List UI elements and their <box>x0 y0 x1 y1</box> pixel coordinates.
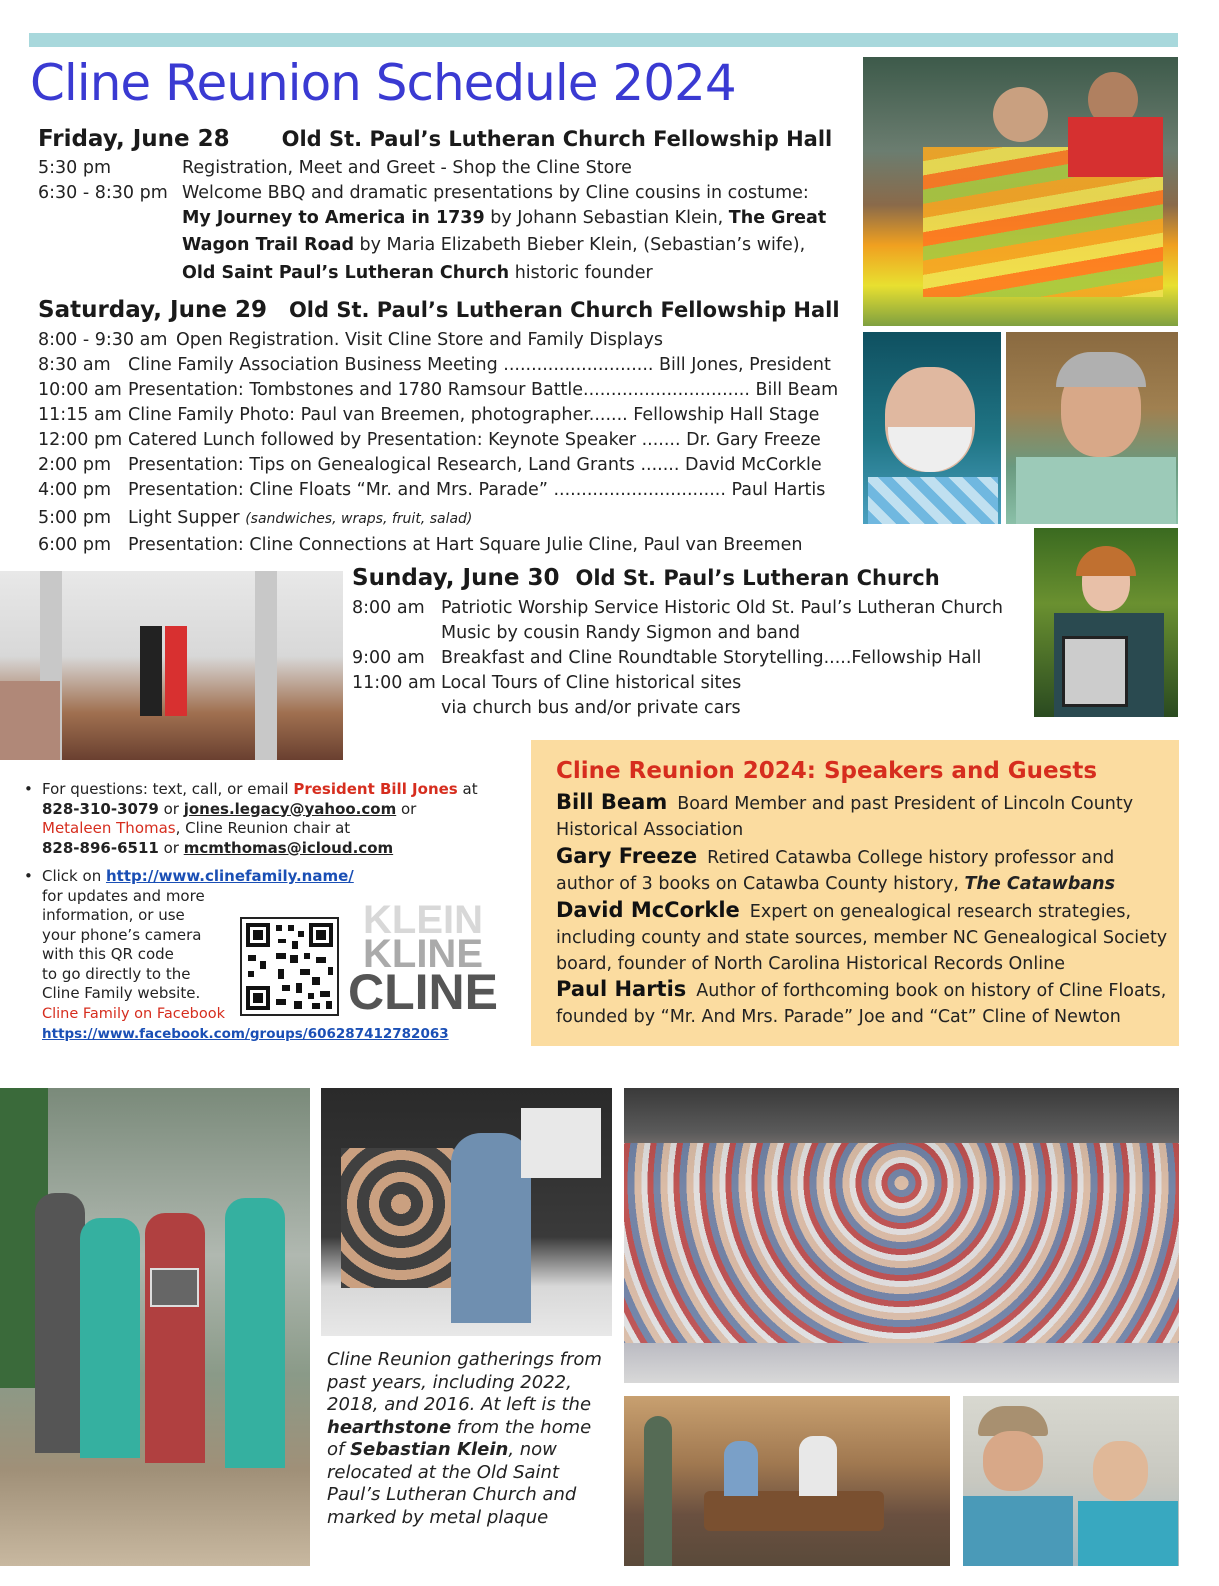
time: 5:00 pm <box>38 508 112 528</box>
event: Presentation: Tips on Genealogical Research, Land Grants ....... David McCorkle <box>128 455 822 475</box>
time: 12:00 pm <box>38 430 123 450</box>
photo-caption <box>327 1349 607 1529</box>
friday-row <box>38 158 632 178</box>
friday-row <box>38 183 809 203</box>
title: Old Saint Paul’s Lutheran Church <box>182 263 510 283</box>
caption-emphasis: Sebastian Klein <box>350 1439 509 1460</box>
event: Cline Family Photo: Paul van Breemen, photographer....... Fellowship Hall Stage <box>128 405 820 425</box>
text: by Johann Sebastian Klein, <box>484 208 729 228</box>
sunday-venue: Old St. Paul’s Lutheran Church <box>575 566 940 590</box>
time: 11:00 am <box>352 673 436 693</box>
sunday-row <box>352 648 981 668</box>
friday-venue: Old St. Paul’s Lutheran Church Fellowship Hall <box>281 127 833 151</box>
title: My Journey to America in 1739 <box>182 208 485 228</box>
speaker-bio: Expert on genealogical research strategies, including county and state sources, member NC Genealogical Society board, founder of North Carolina Historical Records Online <box>556 902 1168 974</box>
logo-text-cline: CLINE <box>348 964 498 1013</box>
caption-emphasis: hearthstone <box>327 1416 452 1438</box>
reunion-group-photo <box>624 1088 1179 1383</box>
caption-text: from the home of <box>327 1416 592 1460</box>
qr-code-icon[interactable] <box>240 917 339 1016</box>
event: via church bus and/or private cars <box>441 698 741 718</box>
time: 9:00 am <box>352 648 425 668</box>
email-link[interactable]: jones.legacy@yahoo.com <box>183 799 397 818</box>
sunday-day: Sunday, June 30 <box>352 565 560 591</box>
saturday-row <box>38 535 802 555</box>
sunday-row <box>352 698 741 718</box>
title: The Great <box>728 208 827 228</box>
text: historic founder <box>509 263 653 283</box>
time: 8:00 am <box>352 598 425 618</box>
text: to go directly to the <box>42 964 191 983</box>
saturday-row <box>38 380 838 400</box>
time: 4:00 pm <box>38 480 112 500</box>
saturday-row <box>38 330 663 350</box>
text: information, or use <box>42 906 185 924</box>
chair-name: Metaleen Thomas <box>42 819 176 837</box>
event: Patriotic Worship Service Historic Old St. Paul’s Lutheran Church <box>441 598 1003 618</box>
speaker-name: Paul Hartis <box>556 977 687 1001</box>
text: or <box>158 838 184 857</box>
time: 11:15 am <box>38 405 122 425</box>
sunday-heading <box>352 565 940 591</box>
saturday-venue: Old St. Paul’s Lutheran Church Fellowship Hall <box>288 298 840 322</box>
saturday-day: Saturday, June 29 <box>38 297 267 323</box>
text: by Maria Elizabeth Bieber Klein, (Sebastian’s wife), <box>353 235 806 255</box>
text: at <box>457 780 478 798</box>
text: your phone’s camera <box>42 925 202 944</box>
time: 6:30 - 8:30 pm <box>38 183 168 203</box>
friday-heading <box>38 126 832 152</box>
speaker-paul-hartis <box>556 976 1168 1030</box>
speaker-name: David McCorkle <box>556 898 740 922</box>
hearthstone-group-photo <box>0 1088 310 1566</box>
friday-detail <box>182 235 805 255</box>
roundtable-photo <box>624 1396 950 1566</box>
speaker-gary-freeze <box>556 843 1168 897</box>
speaker-bio: Retired Catawba College history professor and author of 3 books on Catawba County history, <box>556 848 1115 894</box>
speaker-bio: Author of forthcoming book on history of Cline Floats, founded by “Mr. And Mrs. Parade” Joe and “Cat” Cline of Newton <box>556 981 1167 1027</box>
bullet: • <box>24 780 33 798</box>
text: , Cline Reunion chair at <box>175 819 351 837</box>
phone-number[interactable]: 828-896-6511 <box>42 838 159 857</box>
saturday-row <box>38 508 472 528</box>
event: Cline Family Association Business Meeting ........................... Bill Jones, President <box>128 355 831 375</box>
saturday-row <box>38 455 822 475</box>
logo-text-kline: KLINE <box>363 932 483 976</box>
klein-kline-cline-logo <box>347 897 499 1013</box>
facebook-label: Cline Family on Facebook <box>42 1005 225 1022</box>
facebook-link[interactable]: https://www.facebook.com/groups/606287412782063 <box>42 1026 449 1042</box>
speaker-name: Gary Freeze <box>556 844 698 868</box>
girl-with-portrait-photo <box>1034 528 1178 717</box>
text: Cline Family website. <box>42 984 201 1002</box>
event: Presentation: Cline Connections at Hart Square Julie Cline, Paul van Breemen <box>128 535 803 555</box>
time: 6:00 pm <box>38 535 112 555</box>
website-link[interactable]: http://www.clinefamily.name/ <box>105 867 354 885</box>
phone-number[interactable]: 828-310-3079 <box>42 799 159 818</box>
time: 10:00 am <box>38 380 122 400</box>
event: Presentation: Tombstones and 1780 Ramsour Battle.............................. Bill Beam <box>128 380 839 400</box>
book-title: The Catawbans <box>964 874 1116 894</box>
text: For questions: text, call, or email <box>42 780 294 798</box>
speaker-bill-beam <box>556 789 1168 843</box>
church-music-photo <box>0 571 343 760</box>
caption-text: , now relocated at the Old Saint Paul’s Lutheran Church and marked by metal plaque <box>327 1439 577 1528</box>
event: Catered Lunch followed by Presentation: Keynote Speaker ....... Dr. Gary Freeze <box>128 430 821 450</box>
text: or <box>396 799 417 818</box>
logo-text-klein: KLEIN <box>363 898 483 942</box>
caption-text: Cline Reunion gatherings from past years, including 2022, 2018, and 2016. At left is the <box>327 1349 602 1415</box>
speaker-david-mccorkle <box>556 897 1168 977</box>
saturday-row <box>38 430 821 450</box>
bill-beam-portrait <box>863 332 1001 524</box>
note: (sandwiches, wraps, fruit, salad) <box>245 511 473 527</box>
time: 2:00 pm <box>38 455 112 475</box>
sunday-row <box>352 673 741 693</box>
friday-day: Friday, June 28 <box>38 126 230 152</box>
saturday-row <box>38 355 831 375</box>
time: 8:00 - 9:30 am <box>38 330 168 350</box>
friday-detail <box>182 208 826 228</box>
sunday-row <box>352 598 1003 618</box>
event: Registration, Meet and Greet - Shop the Cline Store <box>182 158 632 178</box>
event: Local Tours of Cline historical sites <box>441 673 742 693</box>
family-displays-photo <box>321 1088 612 1336</box>
event: Presentation: Cline Floats “Mr. and Mrs. Parade” ............................... Paul Hartis <box>128 480 826 500</box>
sunday-row <box>352 623 800 643</box>
conversation-photo <box>963 1396 1179 1566</box>
speakers-heading: Cline Reunion 2024: Speakers and Guests <box>556 758 1098 784</box>
title: Wagon Trail Road <box>182 235 354 255</box>
speaker-name: Bill Beam <box>556 790 668 814</box>
time: 5:30 pm <box>38 158 112 178</box>
event: Music by cousin Randy Sigmon and band <box>441 623 801 643</box>
event: Light Supper <box>128 508 246 528</box>
bullet: • <box>24 867 33 885</box>
event: Open Registration. Visit Cline Store and Family Displays <box>176 330 663 350</box>
gary-freeze-portrait <box>1006 332 1178 524</box>
saturday-row <box>38 480 825 500</box>
friday-detail <box>182 263 653 283</box>
text: Click on <box>42 867 106 885</box>
page-title: Cline Reunion Schedule 2024 <box>30 54 736 112</box>
saturday-row <box>38 405 819 425</box>
top-rule <box>29 33 1178 47</box>
text: or <box>158 799 184 818</box>
event: Breakfast and Cline Roundtable Storytelling.....Fellowship Hall <box>441 648 982 668</box>
text: for updates and more <box>42 886 205 905</box>
email-link[interactable]: mcmthomas@icloud.com <box>183 838 394 857</box>
president-name: President Bill Jones <box>293 780 458 798</box>
text: with this QR code <box>42 945 174 963</box>
cline-store-photo <box>863 57 1178 326</box>
event: Welcome BBQ and dramatic presentations by Cline cousins in costume: <box>182 183 809 203</box>
saturday-heading <box>38 297 840 323</box>
time: 8:30 am <box>38 355 111 375</box>
speaker-bio: Board Member and past President of Lincoln County Historical Association <box>556 794 1134 840</box>
